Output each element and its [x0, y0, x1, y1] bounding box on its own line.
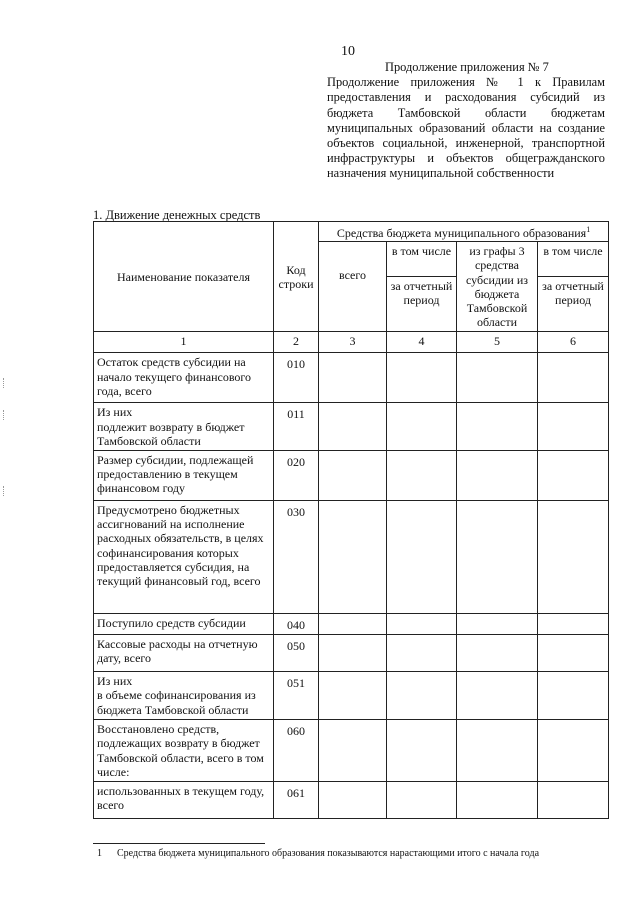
table-row — [94, 720, 609, 782]
value-cell-col-3 — [319, 635, 387, 672]
row-indicator-name: Размер субсидии, подлежащей предоставлению в текущем финансовом году — [94, 451, 274, 501]
value-cell-col-3 — [319, 353, 387, 403]
value-cell-col-3 — [319, 672, 387, 720]
value-cell-col-3 — [319, 614, 387, 635]
header-total: всего — [319, 242, 387, 332]
value-cell-col-4 — [387, 720, 457, 782]
appendix-continuation-line: Продолжение приложения № 7 — [385, 60, 549, 74]
column-number-5: 5 — [457, 332, 538, 353]
row-line-code: 011 — [274, 403, 319, 451]
value-cell-col-6 — [538, 720, 609, 782]
cash-flow-table — [93, 221, 609, 819]
value-cell-col-5 — [457, 635, 538, 672]
value-cell-col-3 — [319, 501, 387, 614]
row-line-code: 050 — [274, 635, 319, 672]
value-cell-col-5 — [457, 672, 538, 720]
value-cell-col-4 — [387, 501, 457, 614]
column-number-6: 6 — [538, 332, 609, 353]
row-line-code: 010 — [274, 353, 319, 403]
header-including: в том числе — [387, 242, 457, 277]
value-cell-col-4 — [387, 353, 457, 403]
column-number-4: 4 — [387, 332, 457, 353]
value-cell-col-5 — [457, 782, 538, 819]
value-cell-col-6 — [538, 451, 609, 501]
row-line-code: 051 — [274, 672, 319, 720]
value-cell-col-3 — [319, 782, 387, 819]
row-indicator-name: Предусмотрено бюджетных ассигнований на исполнение расходных обязательств, в целях софинансирования которых предоставляется субсидия, на текущий финансовый год, всего — [94, 501, 274, 614]
table-row — [94, 782, 609, 819]
row-indicator-name: Восстановлено средств, подлежащих возврату в бюджет Тамбовской области, всего в том числе: — [94, 720, 274, 782]
row-indicator-name: использованных в текущем году, всего — [94, 782, 274, 819]
column-number-1: 1 — [94, 332, 274, 353]
table-row — [94, 635, 609, 672]
value-cell-col-6 — [538, 672, 609, 720]
value-cell-col-3 — [319, 451, 387, 501]
value-cell-col-5 — [457, 353, 538, 403]
value-cell-col-4 — [387, 614, 457, 635]
header-municipal-budget-funds: Средства бюджета муниципального образования$^1$ — [319, 222, 609, 242]
footnote-separator — [93, 843, 265, 844]
row-indicator-name: Из них подлежит возврату в бюджет Тамбовской области — [94, 403, 274, 451]
footnote-mark: 1 — [97, 848, 102, 859]
table-row — [94, 614, 609, 635]
value-cell-col-5 — [457, 451, 538, 501]
margin-mark — [3, 486, 6, 496]
column-number-2: 2 — [274, 332, 319, 353]
header-including-2: в том числе — [538, 242, 609, 277]
footnote — [97, 848, 539, 859]
row-indicator-name: Поступило средств субсидии — [94, 614, 274, 635]
row-line-code: 061 — [274, 782, 319, 819]
table-row — [94, 403, 609, 451]
value-cell-col-4 — [387, 635, 457, 672]
table-row — [94, 501, 609, 614]
value-cell-col-6 — [538, 782, 609, 819]
appendix-reference-text: Продолжение приложения № 1 к Правилам предоставления и расходования субсидий из бюджета Тамбовской области бюджетам муниципальных образований области на создание объектов социальной, инженерной, транспортной инфраструктуры и объектов общегражданского назначения муниципальной собственности — [327, 75, 605, 181]
value-cell-col-4 — [387, 403, 457, 451]
value-cell-col-6 — [538, 403, 609, 451]
table-row — [94, 672, 609, 720]
value-cell-col-6 — [538, 614, 609, 635]
value-cell-col-3 — [319, 403, 387, 451]
section-title: 1. Движение денежных средств — [93, 208, 261, 222]
row-line-code: 020 — [274, 451, 319, 501]
column-numbers-row — [94, 332, 609, 353]
column-number-3: 3 — [319, 332, 387, 353]
value-cell-col-5 — [457, 501, 538, 614]
page-number: 10 — [341, 44, 355, 59]
row-line-code: 030 — [274, 501, 319, 614]
row-line-code: 060 — [274, 720, 319, 782]
margin-mark — [3, 410, 6, 420]
value-cell-col-4 — [387, 782, 457, 819]
row-indicator-name: Остаток средств субсидии на начало текущего финансового года, всего — [94, 353, 274, 403]
value-cell-col-3 — [319, 720, 387, 782]
value-cell-col-4 — [387, 451, 457, 501]
table-row — [94, 353, 609, 403]
value-cell-col-6 — [538, 501, 609, 614]
header-line-code: Код строки — [274, 222, 319, 332]
header-reporting-period: за отчетный период — [387, 277, 457, 332]
header-indicator-name: Наименование показателя — [94, 222, 274, 332]
header-reporting-period-2: за отчетный период — [538, 277, 609, 332]
value-cell-col-5 — [457, 720, 538, 782]
row-indicator-name: Из них в объеме софинансирования из бюджета Тамбовской области — [94, 672, 274, 720]
value-cell-col-6 — [538, 635, 609, 672]
footnote-text: Средства бюджета муниципального образования показываются нарастающими итого с начала года — [117, 848, 540, 859]
header-from-column-3-subsidy: из графы 3 средства субсидии из бюджета Тамбовской области — [457, 242, 538, 332]
row-line-code: 040 — [274, 614, 319, 635]
row-indicator-name: Кассовые расходы на отчетную дату, всего — [94, 635, 274, 672]
value-cell-col-5 — [457, 403, 538, 451]
table-row — [94, 451, 609, 501]
value-cell-col-4 — [387, 672, 457, 720]
appendix-header — [327, 60, 605, 182]
margin-mark — [3, 378, 6, 388]
value-cell-col-5 — [457, 614, 538, 635]
value-cell-col-6 — [538, 353, 609, 403]
